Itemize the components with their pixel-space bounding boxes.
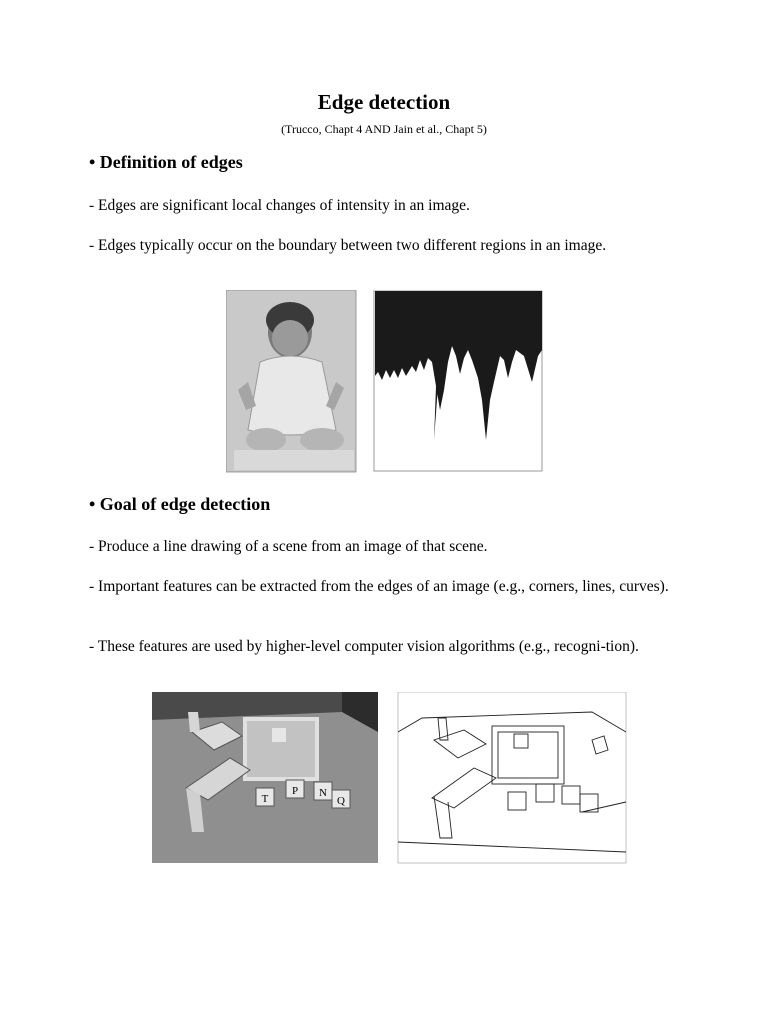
section-heading-goal: • Goal of edge detection: [89, 494, 271, 514]
definition-paragraph-2: - Edges typically occur on the boundary between two different regions in an image.: [89, 237, 607, 254]
baby-photo: [226, 290, 356, 472]
goal-paragraph-2: - Important features can be extracted from the edges of an image (e.g., corners, lines, curves).: [89, 578, 669, 595]
baby-intensity-figure: [226, 290, 544, 473]
scene-photo: [152, 692, 378, 863]
section-heading-definition: • Definition of edges: [89, 152, 243, 172]
block-label-q: Q: [337, 795, 345, 807]
scene-edge-figure: [152, 692, 628, 864]
page-title: Edge detection: [317, 90, 451, 114]
intensity-profile: [374, 291, 542, 471]
page-subtitle: (Trucco, Chapt 4 AND Jain et al., Chapt 5): [281, 122, 487, 136]
goal-paragraph-3: - These features are used by higher-level computer vision algorithms (e.g., recogni-tion).: [89, 638, 639, 655]
edge-drawing: [398, 692, 626, 863]
block-label-t: T: [261, 793, 269, 805]
block-label-n: N: [319, 787, 327, 799]
block-label-p: P: [291, 785, 299, 797]
goal-paragraph-1: - Produce a line drawing of a scene from an image of that scene.: [89, 538, 488, 555]
definition-paragraph-1: - Edges are significant local changes of intensity in an image.: [89, 197, 470, 214]
